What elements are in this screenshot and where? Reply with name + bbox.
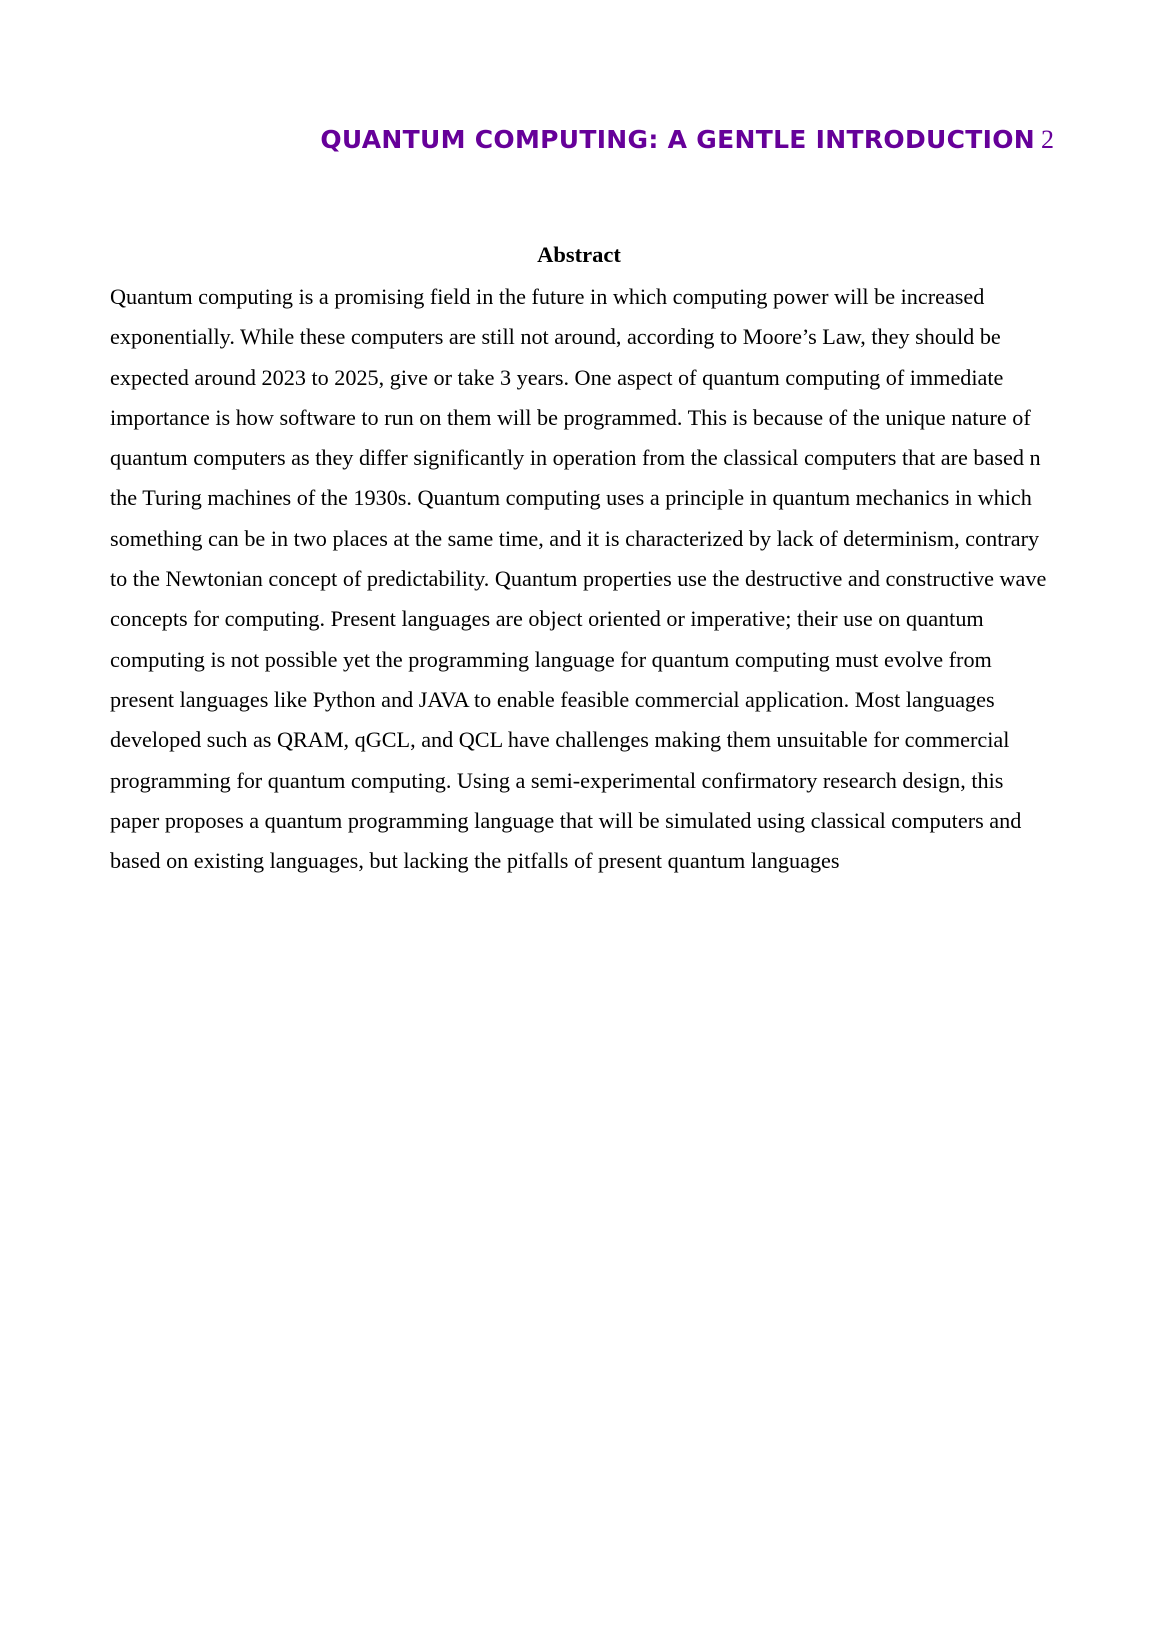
running-title: QUANTUM COMPUTING: A GENTLE INTRODUCTION	[320, 125, 1035, 154]
page-number: 2	[1041, 125, 1054, 154]
running-head	[320, 120, 1054, 164]
abstract-body: Quantum computing is a promising field in the future in which computing power will be increased exponentially. While these computers are still not around, according to Moore’s Law, they should be expected around 2023 to 2025, give or take 3 years. One aspect of quantum computing of immediate importance is how software to run on them will be programmed. This is because of the unique nature of quantum computers as they differ significantly in operation from the classical computers that are based n the Turing machines of the 1930s. Quantum computing uses a principle in quantum mechanics in which something can be in two places at the same time, and it is characterized by lack of determinism, contrary to the Newtonian concept of predictability. Quantum properties use the destructive and constructive wave concepts for computing. Present languages are object oriented or imperative; their use on quantum computing is not possible yet the programming language for quantum computing must evolve from present languages like Python and JAVA to enable feasible commercial application. Most languages developed such as QRAM, qGCL, and QCL have challenges making them unsuitable for commercial programming for quantum computing. Using a semi-experimental confirmatory research design, this paper proposes a quantum programming language that will be simulated using classical computers and based on existing languages, but lacking the pitfalls of present quantum languages	[110, 284, 1047, 874]
abstract-heading: Abstract	[537, 242, 621, 267]
